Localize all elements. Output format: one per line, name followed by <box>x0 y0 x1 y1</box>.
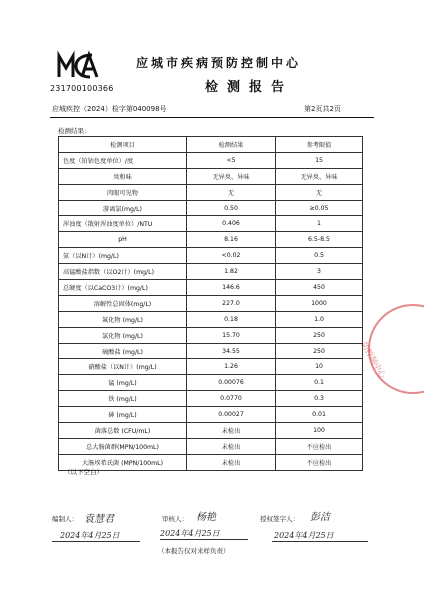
footer-note: （本报告仅对来样负责） <box>158 547 230 555</box>
item-cell: 锰 (mg/L) <box>59 375 187 391</box>
reviewer-date-line <box>160 539 248 540</box>
table-row <box>59 248 363 264</box>
table-row <box>59 375 363 391</box>
limit-cell: 1 <box>276 216 363 232</box>
item-cell: 菌落总数 (CFU/mL) <box>59 423 187 439</box>
item-cell: 游离氯(mg/L) <box>59 200 187 216</box>
result-cell: 0.00076 <box>187 375 276 391</box>
compiler-date-line <box>52 541 140 542</box>
reviewer-signature: 杨艳 <box>196 512 216 523</box>
limit-cell: 15 <box>276 152 363 168</box>
results-table <box>58 136 363 471</box>
section-label: 检测结果： <box>58 127 91 135</box>
item-cell: 肉眼可见物 <box>59 184 187 200</box>
item-cell: 硫酸盐 (mg/L) <box>59 343 187 359</box>
item-cell: 总硬度（以CaCO3计）(mg/L) <box>59 280 187 296</box>
item-cell: 溶解性总固体(mg/L) <box>59 295 187 311</box>
table-row <box>59 168 363 184</box>
item-cell: 色度（铂钴色度单位）/度 <box>59 152 187 168</box>
limit-cell: 10 <box>276 359 363 375</box>
compiler-label: 编制人： <box>52 515 78 523</box>
item-cell: 臭和味 <box>59 168 187 184</box>
result-cell: 1.82 <box>187 264 276 280</box>
seal-text: 防控制中心 <box>359 340 388 380</box>
header-divider <box>50 117 374 118</box>
column-header-limit: 参考限值 <box>276 137 363 153</box>
item-cell: 硝酸盐（以N计）(mg/L) <box>59 359 187 375</box>
limit-cell: 0.5 <box>276 248 363 264</box>
column-header-result: 检测结果 <box>187 137 276 153</box>
result-cell: 未检出 <box>187 423 276 439</box>
result-cell: <5 <box>187 152 276 168</box>
official-seal <box>368 304 424 394</box>
approver-date-line <box>272 541 368 542</box>
table-row <box>59 391 363 407</box>
limit-cell: 6.5-8.5 <box>276 232 363 248</box>
page-indicator: 第2页共2页 <box>304 105 341 113</box>
limit-cell: 0.1 <box>276 375 363 391</box>
report-reference: 应城疾控（2024）检字第040098号 <box>52 105 167 113</box>
item-cell: 浑浊度（散射浑浊度单位）/NTU <box>59 216 187 232</box>
approver-date: 2024年4月25日 <box>274 531 334 540</box>
table-header-row <box>59 137 363 153</box>
result-cell: 无 <box>187 184 276 200</box>
limit-cell: 无 <box>276 184 363 200</box>
result-cell: 未检出 <box>187 438 276 454</box>
table-row <box>59 454 363 470</box>
item-cell: 铁 (mg/L) <box>59 391 187 407</box>
limit-cell: ≥0.05 <box>276 200 363 216</box>
table-row <box>59 295 363 311</box>
limit-cell: 1.0 <box>276 311 363 327</box>
column-header-item: 检测项目 <box>59 137 187 153</box>
limit-cell: 1000 <box>276 295 363 311</box>
table-row <box>59 359 363 375</box>
result-cell: 0.18 <box>187 311 276 327</box>
result-cell: 1.26 <box>187 359 276 375</box>
result-cell: 0.50 <box>187 200 276 216</box>
result-cell: 0.00027 <box>187 407 276 423</box>
table-row <box>59 184 363 200</box>
limit-cell: 250 <box>276 343 363 359</box>
table-row <box>59 200 363 216</box>
blank-below-note: （以下空白） <box>64 468 103 476</box>
result-cell: 34.55 <box>187 343 276 359</box>
table-row <box>59 280 363 296</box>
limit-cell: 0.01 <box>276 407 363 423</box>
table-row <box>59 311 363 327</box>
report-title: 检测报告 <box>205 80 294 95</box>
item-cell: 砷 (mg/L) <box>59 407 187 423</box>
approver-signature: 彭洁 <box>310 512 330 523</box>
result-cell: 15.70 <box>187 327 276 343</box>
item-cell: 高锰酸盐指数（以O2计）(mg/L) <box>59 264 187 280</box>
result-cell: <0.02 <box>187 248 276 264</box>
item-cell: 大肠埃希氏菌 (MPN/100mL) <box>59 454 187 470</box>
limit-cell: 0.3 <box>276 391 363 407</box>
item-cell: 氟化物 (mg/L) <box>59 311 187 327</box>
limit-cell: 无异臭、异味 <box>276 168 363 184</box>
table-row <box>59 216 363 232</box>
table-row <box>59 232 363 248</box>
result-cell: 0.406 <box>187 216 276 232</box>
table-row <box>59 343 363 359</box>
result-cell: 无异臭、异味 <box>187 168 276 184</box>
cma-logo-icon <box>56 50 100 80</box>
certificate-number: 231700100366 <box>50 84 114 93</box>
table-row <box>59 407 363 423</box>
organization-name: 应城市疾病预防控制中心 <box>136 56 302 70</box>
limit-cell: 450 <box>276 280 363 296</box>
reviewer-date: 2024年4月25日 <box>160 529 220 538</box>
item-cell: 氨（以N计）(mg/L) <box>59 248 187 264</box>
result-cell: 0.0770 <box>187 391 276 407</box>
table-row <box>59 327 363 343</box>
limit-cell: 3 <box>276 264 363 280</box>
compiler-signature: 袁慧君 <box>84 514 114 525</box>
reviewer-label: 审核人： <box>162 515 188 523</box>
table-row <box>59 152 363 168</box>
table-row <box>59 264 363 280</box>
table-row <box>59 438 363 454</box>
item-cell: 总大肠菌群(MPN/100mL) <box>59 438 187 454</box>
limit-cell: 不应检出 <box>276 438 363 454</box>
item-cell: 氯化物 (mg/L) <box>59 327 187 343</box>
result-cell: 8.16 <box>187 232 276 248</box>
table-row <box>59 423 363 439</box>
result-cell: 146.6 <box>187 280 276 296</box>
item-cell: pH <box>59 232 187 248</box>
approver-label: 授权签字人： <box>260 515 299 523</box>
limit-cell: 不应检出 <box>276 454 363 470</box>
result-cell: 227.0 <box>187 295 276 311</box>
limit-cell: 250 <box>276 327 363 343</box>
compiler-date: 2024年4月25日 <box>60 531 120 540</box>
result-cell: 未检出 <box>187 454 276 470</box>
limit-cell: 100 <box>276 423 363 439</box>
